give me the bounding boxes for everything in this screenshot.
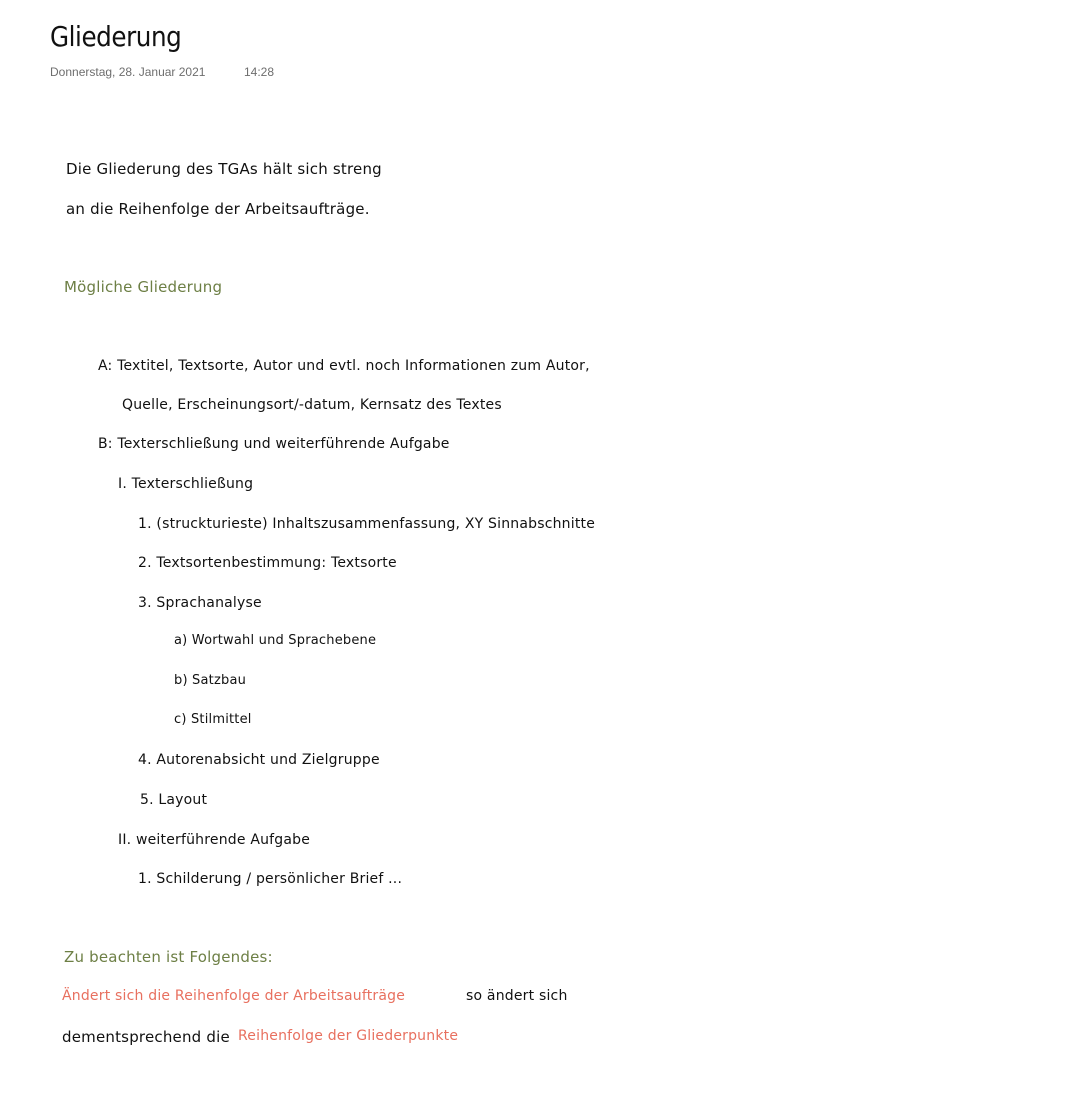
outline-b-i-3-a: a) Wortwahl und Sprachebene bbox=[174, 633, 377, 648]
outline-b-i-3-b: b) Satzbau bbox=[174, 673, 247, 688]
page-title: Gliederung bbox=[50, 20, 182, 53]
outline-a-line-1: A: Textitel, Textsorte, Autor und evtl. noch Informationen zum Autor, bbox=[98, 358, 590, 374]
page-time: 14:28 bbox=[244, 65, 275, 79]
page-date: Donnerstag, 28. Januar 2021 bbox=[50, 65, 206, 79]
note-line-1-red: Ändert sich die Reihenfolge der Arbeitsaufträge bbox=[62, 988, 406, 1004]
outline-b-i-3: 3. Sprachanalyse bbox=[138, 595, 262, 611]
note-heading: Zu beachten ist Folgendes: bbox=[64, 948, 273, 966]
outline-b: B: Texterschließung und weiterführende Aufgabe bbox=[98, 436, 450, 452]
note-line-1-black: so ändert sich bbox=[466, 988, 568, 1004]
outline-b-i-3-c: c) Stilmittel bbox=[174, 712, 252, 727]
intro-line-2: an die Reihenfolge der Arbeitsaufträge. bbox=[66, 200, 370, 218]
note-line-2-black: dementsprechend die bbox=[62, 1028, 230, 1046]
section-heading: Mögliche Gliederung bbox=[64, 278, 223, 296]
outline-b-i-5: 5. Layout bbox=[140, 792, 208, 808]
note-line-2-red: Reihenfolge der Gliederpunkte bbox=[238, 1028, 459, 1044]
outline-b-ii-1: 1. Schilderung / persönlicher Brief ... bbox=[138, 871, 403, 887]
outline-b-i: I. Texterschließung bbox=[118, 476, 254, 492]
outline-a-line-2: Quelle, Erscheinungsort/-datum, Kernsatz des Textes bbox=[122, 397, 502, 413]
outline-b-i-1: 1. (struckturieste) Inhaltszusammenfassung, XY Sinnabschnitte bbox=[138, 516, 596, 532]
intro-line-1: Die Gliederung des TGAs hält sich streng bbox=[66, 160, 382, 178]
outline-b-i-2: 2. Textsortenbestimmung: Textsorte bbox=[138, 555, 397, 571]
outline-b-ii: II. weiterführende Aufgabe bbox=[118, 832, 311, 848]
outline-b-i-4: 4. Autorenabsicht und Zielgruppe bbox=[138, 752, 380, 768]
